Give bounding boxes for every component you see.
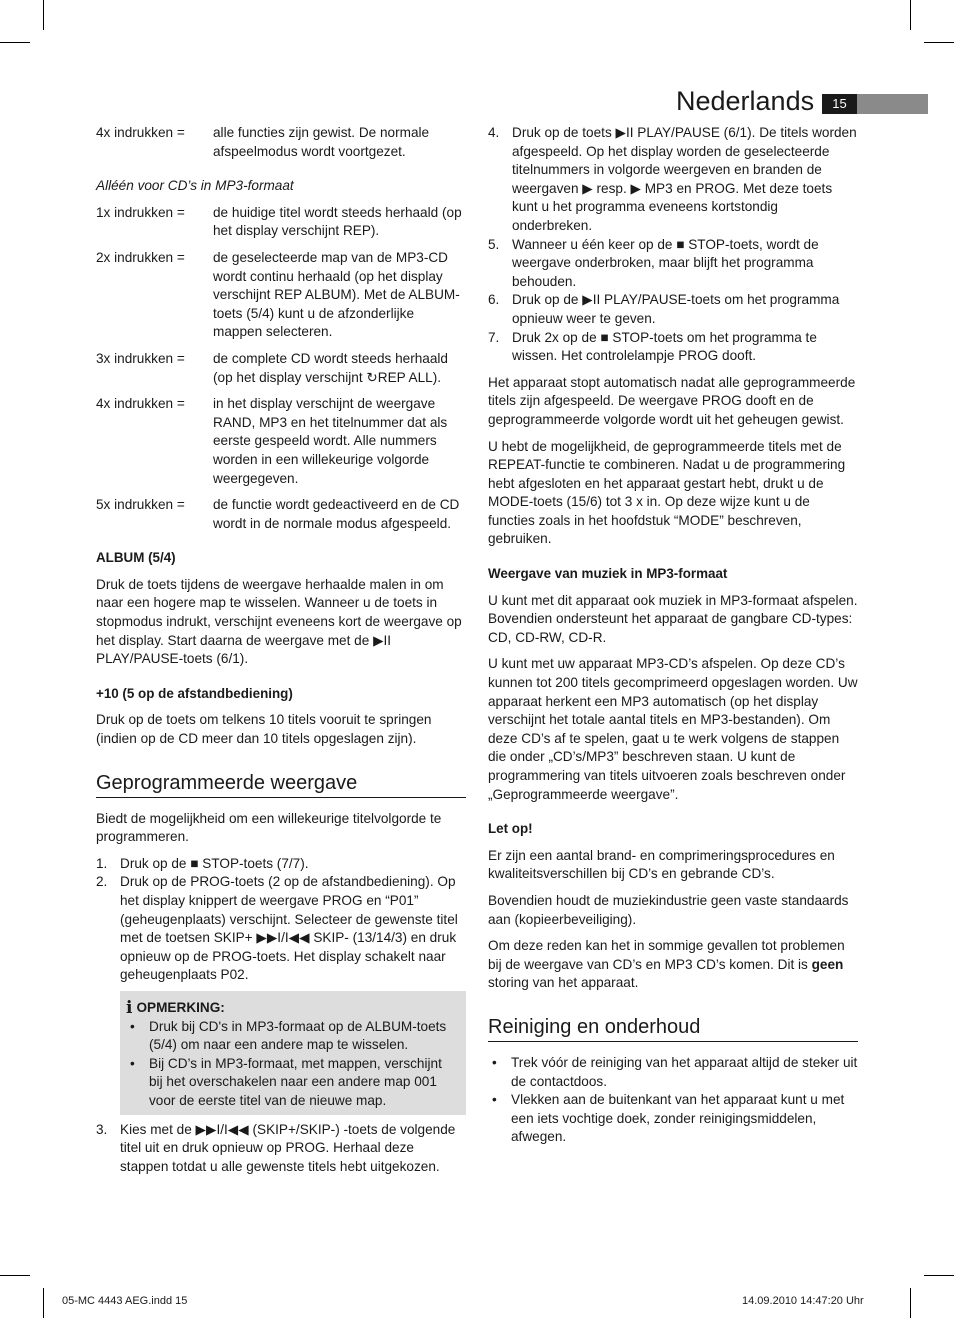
paragraph: U kunt met dit apparaat ook muziek in MP3-formaat afspelen. Bovendien ondersteunt het apparaat de gangbare CD-types: CD, CD-RW, CD-R. xyxy=(488,592,858,645)
row-key: 2x indrukken = xyxy=(96,249,185,265)
paragraph: Er zijn een aantal brand- en comprimeringsprocedures en kwaliteitsverschillen bij CD’s en gebrande CD’s. xyxy=(488,847,835,882)
list-item xyxy=(488,236,858,292)
list-item xyxy=(96,1121,466,1177)
step-number: 5. xyxy=(488,236,500,252)
section-heading-prog: Geprogrammeerde weergave xyxy=(96,771,466,798)
paragraph-part: Om deze reden kan het in sommige gevallen tot problemen bij de weergave van CD’s en MP3 CD’s komen. Dit is xyxy=(488,938,845,972)
note-title-text: OPMERKING: xyxy=(136,999,225,1015)
cleaning-list xyxy=(488,1054,858,1147)
info-icon: i xyxy=(126,997,133,1018)
row-key: 4x indrukken = xyxy=(96,396,185,412)
row-value: de functie wordt gedeactiveerd en de CD wordt in de normale modus afgespeeld. xyxy=(213,497,460,531)
album-text: Druk de toets tijdens de weergave herhaalde malen in om naar een hogere map te wisselen. Wanneer u de toets in stopmodus indrukt, verschijnt eveneens kort de weergave op het display. Start daarna de weergave met de ▶II PLAY/PAUSE-toets (6/1). xyxy=(96,576,462,667)
paragraph: U hebt de mogelijkheid, de geprogrammeerde titels met de REPEAT-functie te combineren. Nadat u de programmering hebt afgesloten en het apparaat gestart hebt, drukt u de MODE-toets (15/6) tot 3 x in. Op deze wijze kunt u de functies zoals in het hoofdstuk “MODE” beschreven, gebruiken. xyxy=(488,438,846,547)
crop-mark xyxy=(924,1275,954,1276)
crop-mark xyxy=(924,42,954,43)
prog-steps-continued xyxy=(96,1121,466,1177)
section-heading-cleaning: Reiniging en onderhoud xyxy=(488,1015,858,1042)
row-key: 3x indrukken = xyxy=(96,350,185,366)
step-text: Druk op de PROG-toets (2 op de afstandbediening). Op het display knippert de weergave PROG en “P01” (geheugenplaats) verschijnt. Selecteer de gewenste titel met de toetsen SKIP+ ▶▶I/I◀◀ SKIP- (13/14/3) en druk opnieuw op de PROG-toets. Het display schakelt naar geheugenplaats P02. xyxy=(120,874,458,983)
key-value-row xyxy=(96,249,466,342)
key-value-row xyxy=(96,204,466,241)
step-text: Wanneer u één keer op de ■ STOP-toets, wordt de weergave onderbroken, maar blijft het programma behouden. xyxy=(512,236,819,289)
step-number: 3. xyxy=(96,1121,108,1137)
list-item xyxy=(488,1054,858,1091)
bullet-icon: • xyxy=(492,1054,497,1070)
row-value: de geselecteerde map van de MP3-CD wordt continu herhaald (op het display verschijnt REP ALBUM). Met de ALBUM-toets (5/4) kunt u de afzonderlijke mappen selecteren. xyxy=(213,249,460,340)
step-text: Druk op de ■ STOP-toets (7/7). xyxy=(120,855,309,871)
list-item xyxy=(488,1091,858,1147)
mp3-rows xyxy=(96,204,466,534)
key-value-row xyxy=(96,124,466,161)
bullet-text: Bij CD’s in MP3-formaat, met mappen, verschijnt bij het overschakelen naar een andere map 001 voor de eerste titel van de nieuwe map. xyxy=(149,1055,442,1108)
crop-mark xyxy=(910,1288,911,1318)
note-list xyxy=(126,1018,458,1111)
bullet-text: Trek vóór de reiniging van het apparaat altijd de steker uit de contactdoos. xyxy=(511,1054,858,1089)
step-text: Kies met de ▶▶I/I◀◀ (SKIP+/SKIP-) -toets de volgende titel uit en druk opnieuw op PROG. Herhaal deze stappen totdat u alle gewenste titels hebt uitgekozen. xyxy=(120,1121,456,1174)
bullet-icon: • xyxy=(492,1092,497,1108)
mp3-heading: Weergave van muziek in MP3-formaat xyxy=(488,566,728,582)
plus10-text: Druk op de toets om telkens 10 titels vooruit te springen (indien op de CD meer dan 10 titels opgeslagen zijn). xyxy=(96,712,432,747)
paragraph-part: storing van het apparaat. xyxy=(488,975,639,991)
page-title: Nederlands xyxy=(676,86,815,116)
list-item xyxy=(488,329,858,366)
step-number: 6. xyxy=(488,292,500,308)
intro-rows xyxy=(96,124,466,161)
bullet-icon: • xyxy=(130,1055,135,1071)
list-item xyxy=(126,1055,458,1111)
step-text: Druk 2x op de ■ STOP-toets om het programma te wissen. Het controlelampje PROG dooft. xyxy=(512,329,817,364)
prog-steps-right xyxy=(488,124,858,366)
prog-intro: Biedt de mogelijkheid om een willekeurige titelvolgorde te programmeren. xyxy=(96,810,442,845)
row-key: 5x indrukken = xyxy=(96,497,185,513)
paragraph: U kunt met uw apparaat MP3-CD’s afspelen. Op deze CD’s kunnen tot 200 titels gecomprimeerd opgeslagen worden. Uw apparaat herkent een MP3 automatisch (op het display verschijnt het totale aantal titels en MP3-bestanden). Om deze CD’s af te spelen, gaat u te werk volgens de stappen die onder „CD’s/MP3” beschreven staan. U kunt de programmering van titels uitvoeren zoals beschreven onder „Geprogrammeerde weergave”. xyxy=(488,656,858,802)
footer-date: 14.09.2010 14:47:20 Uhr xyxy=(742,1295,864,1307)
bullet-text: Vlekken aan de buitenkant van het apparaat kunt u met een iets vochtige doek, zonder reinigingsmiddelen, afwegen. xyxy=(511,1092,845,1145)
album-heading: ALBUM (5/4) xyxy=(96,550,176,566)
key-value-row xyxy=(96,496,466,533)
crop-mark xyxy=(0,1275,30,1276)
step-number: 7. xyxy=(488,329,500,345)
key-value-row xyxy=(96,350,466,387)
step-number: 1. xyxy=(96,855,108,871)
list-item xyxy=(126,1018,458,1055)
note-box xyxy=(120,991,466,1115)
step-number: 2. xyxy=(96,874,108,890)
list-item xyxy=(96,873,466,985)
right-column xyxy=(488,124,858,1147)
list-item xyxy=(488,124,858,236)
emphasis: geen xyxy=(811,956,844,972)
step-text: Druk op de ▶II PLAY/PAUSE-toets om het programma opnieuw weer te geven. xyxy=(512,292,840,326)
key-value-row xyxy=(96,395,466,488)
letop-heading: Let op! xyxy=(488,821,533,837)
list-item xyxy=(96,855,466,874)
crop-mark xyxy=(43,1288,44,1318)
bullet-text: Druk bij CD's in MP3-formaat op de ALBUM-toets (5/4) om naar een andere map te wisselen. xyxy=(149,1018,447,1053)
left-column xyxy=(96,124,466,1176)
mp3-only-heading: Alléén voor CD’s in MP3-formaat xyxy=(96,178,294,194)
note-title xyxy=(126,999,458,1018)
step-text: Druk op de toets ▶II PLAY/PAUSE (6/1). De titels worden afgespeeld. Op het display worden de geselecteerde titelnummers in volgorde weergeven en branden de weergaven ▶ resp. ▶ MP3 en PROG. Met deze toets kunt u het programma eveneens kortstondig onderbreken. xyxy=(512,125,857,233)
row-key: 1x indrukken = xyxy=(96,204,185,220)
footer-file: 05-MC 4443 AEG.indd 15 xyxy=(62,1295,188,1307)
bullet-icon: • xyxy=(130,1018,135,1034)
row-value: alle functies zijn gewist. De normale afspeelmodus wordt voortgezet. xyxy=(213,125,430,159)
row-value: de huidige titel wordt steeds herhaald (op het display verschijnt REP). xyxy=(213,204,462,239)
prog-steps xyxy=(96,855,466,985)
paragraph: Bovendien houdt de muziekindustrie geen vaste standaards aan (kopieerbeveiliging). xyxy=(488,892,849,927)
page-number: 15 xyxy=(822,94,857,114)
row-key: 4x indrukken = xyxy=(96,125,185,140)
paragraph xyxy=(488,937,858,993)
list-item xyxy=(488,291,858,328)
paragraph: Het apparaat stopt automatisch nadat alle geprogrammeerde titels zijn afgespeeld. De weergave PROG dooft en de geprogrammeerde volgorde wordt uit het geheugen gewist. xyxy=(488,374,856,427)
crop-mark xyxy=(0,42,30,43)
plus10-heading: +10 (5 op de afstandbediening) xyxy=(96,685,293,701)
row-value: de complete CD wordt steeds herhaald (op het display verschijnt ↻REP ALL). xyxy=(213,350,448,385)
step-number: 4. xyxy=(488,125,500,140)
crop-mark xyxy=(43,0,44,30)
row-value: in het display verschijnt de weergave RAND, MP3 en het titelnummer dat als eerste gespeeld wordt. Alle nummers worden in een willekeurige volgorde weergegeven. xyxy=(213,396,448,486)
crop-mark xyxy=(910,0,911,30)
